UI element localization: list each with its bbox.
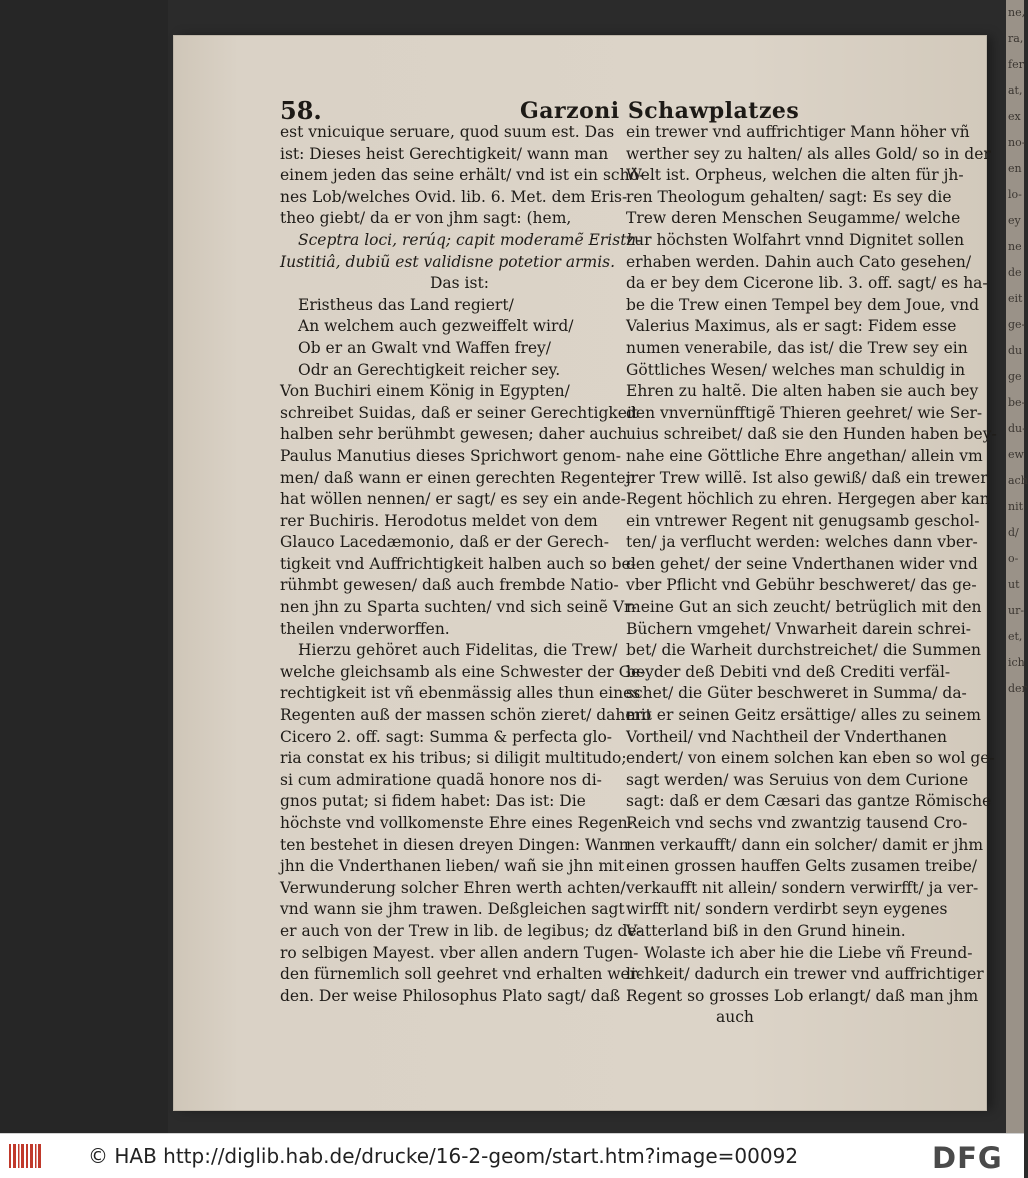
text-line: sagt werden/ was Seruius von dem Curione: [626, 770, 969, 789]
text-line: Vortheil/ vnd Nachtheil der Vnderthanen: [626, 727, 947, 746]
strip-fragment: no-: [1008, 136, 1026, 149]
text-line: Paulus Manutius dieses Sprichwort genom-: [280, 446, 622, 465]
text-line: ten/ ja verflucht werden: welches dann vber-: [626, 533, 978, 552]
text-line: bet/ die Warheit durchstreichet/ die Summen: [626, 641, 982, 660]
text-line: ist: Dieses heist Gerechtigkeit/ wann man: [280, 144, 609, 163]
page-number: 58.: [280, 96, 322, 125]
text-line: est vnicuique seruare, quod suum est. Das: [280, 123, 615, 141]
strip-fragment: d/: [1008, 526, 1019, 539]
strip-fragment: ne,: [1008, 6, 1026, 19]
text-line: be die Trew einen Tempel bey dem Joue, vnd: [626, 295, 980, 314]
barcode-icon: [8, 1142, 44, 1170]
text-line: Das ist:: [430, 274, 489, 293]
text-line: tigkeit vnd Auffrichtigkeit halben auch so be-: [280, 554, 636, 573]
text-line: Trew deren Menschen Seugamme/ welche: [626, 209, 961, 228]
running-head: Garzoni Schawplatzes: [520, 98, 800, 124]
text-line: beyder deß Debiti vnd deß Crediti verfäl-: [626, 662, 951, 681]
text-line: nen jhn zu Sparta suchten/ vnd sich seinẽ Vr-: [280, 598, 637, 617]
text-line: men/ daß wann er einen gerechten Regenten: [280, 468, 636, 487]
text-line: si cum admiratione quadã honore nos di-: [280, 770, 602, 789]
text-line: hat wöllen nennen/ er sagt/ es sey ein ande-: [280, 490, 626, 509]
text-line: nes Lob/welches Ovid. lib. 6. Met. dem Eris-: [280, 187, 628, 206]
strip-fragment: ge: [1008, 370, 1022, 383]
text-line: ro selbigen Mayest. vber allen andern Tugen-: [280, 943, 639, 962]
text-line: Vatterland biß in den Grund hinein.: [626, 921, 906, 940]
text-line: Glauco Lacedæmonio, daß er der Gerech-: [280, 533, 609, 552]
text-line: Regenten auß der massen schön zieret/ dahero: [280, 706, 652, 725]
text-line: wirfft nit/ sondern verdirbt seyn eygenes: [626, 900, 948, 919]
text-line: Ehren zu haltẽ. Die alten haben sie auch bey: [626, 382, 979, 401]
footer-credit-link[interactable]: © HAB http://diglib.hab.de/drucke/16-2-geom/start.htm?image=00092: [88, 1144, 799, 1168]
strip-fragment: et,: [1008, 630, 1023, 643]
text-line: den. Der weise Philosophus Plato sagt/ daß: [280, 986, 621, 1005]
text-line: Odr an Gerechtigkeit reicher sey.: [298, 360, 561, 379]
text-line: rechtigkeit ist vñ ebenmässig alles thun eines: [280, 684, 641, 703]
adjacent-page-edge: [1006, 0, 1028, 1133]
strip-fragment: ach: [1008, 474, 1028, 487]
strip-fragment: ex: [1008, 110, 1021, 123]
text-line: einen grossen hauffen Gelts zusamen treibe/: [626, 857, 977, 876]
text-line: werther sey zu halten/ als alles Gold/ so in der: [626, 144, 991, 163]
text-line: schet/ die Güter beschweret in Summa/ da-: [626, 684, 967, 703]
text-line: ten bestehet in diesen dreyen Dingen: Wann: [280, 835, 629, 854]
text-line: Reich vnd sechs vnd zwantzig tausend Cro-: [626, 814, 968, 832]
text-line: rühmbt gewesen/ daß auch frembde Natio-: [280, 576, 619, 595]
strip-fragment: en: [1008, 162, 1022, 175]
strip-fragment: der: [1008, 682, 1027, 695]
text-line: verkaufft nit allein/ sondern verwirfft/ ja ver-: [626, 878, 979, 897]
strip-fragment: du: [1008, 344, 1023, 357]
text-line: nahe eine Göttliche Ehre angethan/ allein vm: [626, 446, 983, 465]
strip-fragment: at,: [1008, 84, 1023, 97]
text-line: ren Theologum gehalten/ sagt: Es sey die: [626, 187, 952, 206]
text-line: Regent höchlich zu ehren. Hergegen aber kan: [626, 490, 990, 509]
text-line: numen venerabile, das ist/ die Trew sey ein: [626, 338, 968, 357]
strip-fragment: eit: [1008, 292, 1023, 305]
strip-fragment: du-: [1008, 422, 1026, 435]
text-line: den fürnemlich soll geehret vnd erhalten wer-: [280, 965, 643, 984]
text-line: ria constat ex his tribus; si diligit multitudo;: [280, 749, 627, 768]
strip-fragment: ey: [1008, 214, 1021, 227]
strip-fragment: de: [1008, 266, 1022, 279]
text-line: theo giebt/ da er von jhm sagt: (hem,: [280, 209, 572, 228]
strip-fragment: ne: [1008, 240, 1022, 253]
strip-fragment: ew: [1008, 448, 1024, 461]
text-line: ein vntrewer Regent nit genugsamb geschol-: [626, 511, 980, 530]
text-line: Regent so grosses Lob erlangt/ daß man jhm: [626, 986, 979, 1005]
text-line: meine Gut an sich zeucht/ betrüglich mit den: [626, 598, 982, 617]
text-line: zur höchsten Wolfahrt vnnd Dignitet sollen: [626, 230, 965, 249]
text-line: Hierzu gehöret auch Fidelitas, die Trew/: [298, 641, 618, 660]
text-line: Cicero 2. off. sagt: Summa & perfecta glo-: [280, 727, 613, 746]
text-line: Iustitiâ, dubiũ est validisne potetior armis.: [280, 252, 616, 271]
text-line: Valerius Maximus, als er sagt: Fidem esse: [626, 317, 957, 336]
text-line: Ob er an Gwalt vnd Waffen frey/: [298, 338, 552, 357]
left-text-column: [280, 122, 652, 1007]
strip-fragment: ra,: [1008, 32, 1024, 45]
text-line: einem jeden das seine erhält/ vnd ist ein schö-: [280, 166, 645, 185]
text-line: Büchern vmgehet/ Vnwarheit darein schrei-: [626, 619, 971, 638]
strip-fragment: fer: [1008, 58, 1024, 71]
text-line: er auch von der Trew in lib. de legibus; dz de-: [280, 921, 642, 940]
text-line: uius schreibet/ daß sie den Hunden haben bey-: [626, 425, 997, 444]
text-line: ein trewer vnd auffrichtiger Mann höher vñ: [626, 123, 970, 141]
right-text-column: [626, 122, 997, 1029]
text-line: vber Pflicht vnd Gebühr beschweret/ das ge-: [626, 576, 977, 595]
text-line: rer Buchiris. Herodotus meldet von dem: [280, 511, 598, 530]
text-line: höchste vnd vollkomenste Ehre eines Regen-: [280, 814, 633, 832]
text-line: halben sehr berühmbt gewesen; daher auch: [280, 425, 628, 444]
text-line: den vnvernünfftigẽ Thieren geehret/ wie Ser-: [626, 403, 983, 422]
strip-fragment: be-: [1008, 396, 1026, 409]
text-line: vnd wann sie jhm trawen. Deßgleichen sagt: [280, 900, 625, 919]
text-line: Verwunderung solcher Ehren werth achten/: [280, 878, 626, 897]
dfg-logo: DFG: [932, 1141, 1003, 1175]
text-line: Göttliches Wesen/ welches man schuldig in: [626, 360, 966, 379]
text-line: den gehet/ der seine Vnderthanen wider vnd: [626, 554, 978, 573]
strip-fragment: ge-: [1008, 318, 1026, 331]
text-line: Wolaste ich aber hie die Liebe vñ Freund-: [644, 943, 973, 962]
text-line: jrer Trew willẽ. Ist also gewiß/ daß ein trewer: [626, 468, 988, 487]
text-line: An welchem auch gezweiffelt wird/: [298, 317, 574, 336]
text-line: erhaben werden. Dahin auch Cato gesehen/: [626, 252, 972, 271]
text-line: schreibet Suidas, daß er seiner Gerechtigkeit: [280, 403, 639, 422]
text-line: auch: [716, 1008, 754, 1027]
text-line: nen verkaufft/ dann ein solcher/ damit er jhm: [626, 835, 984, 854]
text-line: theilen vnderworffen.: [280, 619, 450, 638]
text-line: lichkeit/ dadurch ein trewer vnd auffrichtiger: [626, 965, 984, 984]
strip-fragment: ich: [1008, 656, 1025, 669]
text-line: Sceptra loci, rerúq; capit moderamẽ Eristh-: [298, 230, 642, 249]
text-line: gnos putat; si fidem habet: Das ist: Die: [280, 792, 586, 811]
strip-fragment: nit: [1008, 500, 1024, 513]
scan-background-left: [0, 0, 168, 1133]
text-line: mit er seinen Geitz ersättige/ alles zu seinem: [626, 706, 981, 725]
footer-bar: [0, 1133, 1024, 1178]
text-line: sagt: daß er dem Cæsari das gantze Römische: [626, 792, 992, 811]
text-line: da er bey dem Cicerone lib. 3. off. sagt/ es ha-: [626, 274, 988, 293]
text-line: Welt ist. Orpheus, welchen die alten für jh-: [626, 166, 964, 185]
strip-fragment: ut: [1008, 578, 1020, 591]
strip-fragment: lo-: [1008, 188, 1022, 201]
text-line: Von Buchiri einem König in Egypten/: [280, 382, 570, 401]
text-line: Eristheus das Land regiert/: [298, 295, 514, 314]
text-line: endert/ von einem solchen kan eben so wol ge-: [626, 749, 995, 768]
text-line: welche gleichsamb als eine Schwester der Ge-: [280, 662, 646, 681]
strip-fragment: ur-: [1008, 604, 1025, 617]
text-line: jhn die Vnderthanen lieben/ wañ sie jhn mit: [280, 857, 625, 876]
strip-fragment: o-: [1008, 552, 1019, 565]
